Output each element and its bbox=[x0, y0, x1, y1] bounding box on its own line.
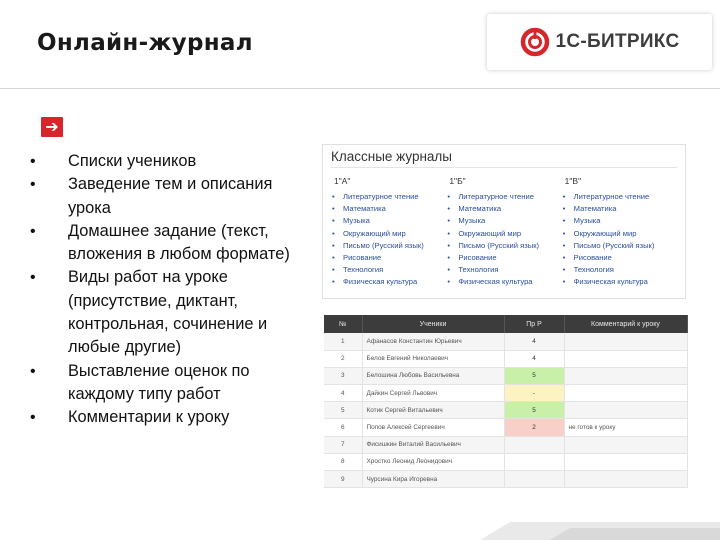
subject-link[interactable]: • Физическая культура bbox=[446, 276, 561, 288]
journals-divider bbox=[331, 167, 677, 168]
student-name: Фисишкин Виталий Васильевич bbox=[362, 436, 504, 453]
row-number: 9 bbox=[324, 471, 362, 488]
subject-link[interactable]: • Письмо (Русский язык) bbox=[446, 240, 561, 252]
row-number: 7 bbox=[324, 436, 362, 453]
subject-link[interactable]: • Математика bbox=[446, 203, 561, 215]
class-name: 1"В" bbox=[564, 176, 582, 186]
row-number: 4 bbox=[324, 385, 362, 402]
table-header-row bbox=[324, 315, 687, 333]
grade-cell[interactable] bbox=[504, 453, 564, 470]
subject-link[interactable]: • Физическая культура bbox=[331, 276, 446, 288]
table-row bbox=[324, 402, 687, 419]
grade-cell[interactable] bbox=[504, 471, 564, 488]
feature-item: • Заведение тем и описания урока bbox=[30, 173, 305, 220]
table-row bbox=[324, 385, 687, 402]
class-name: 1"Б" bbox=[449, 176, 466, 186]
row-number: 1 bbox=[324, 333, 362, 350]
subject-link[interactable]: • Музыка bbox=[331, 215, 446, 227]
subject-link[interactable]: • Музыка bbox=[562, 215, 677, 227]
subject-link[interactable]: • Литературное чтение bbox=[562, 191, 677, 203]
row-number: 2 bbox=[324, 350, 362, 367]
feature-item: • Списки учеников bbox=[30, 150, 305, 173]
features-list bbox=[30, 150, 305, 430]
header-grade[interactable]: Пр Р bbox=[504, 315, 564, 333]
slide-title: Онлайн-журнал bbox=[37, 30, 253, 56]
subject-link[interactable]: • Окружающий мир bbox=[446, 228, 561, 240]
table-row bbox=[324, 350, 687, 367]
student-name: Попов Алексей Сергеевич bbox=[362, 419, 504, 436]
subject-link[interactable]: • Письмо (Русский язык) bbox=[331, 240, 446, 252]
subject-link[interactable]: • Литературное чтение bbox=[331, 191, 446, 203]
comment-cell[interactable] bbox=[564, 385, 687, 402]
grade-cell[interactable]: 2 bbox=[504, 419, 564, 436]
comment-cell[interactable] bbox=[564, 402, 687, 419]
subject-link[interactable]: • Рисование bbox=[562, 252, 677, 264]
grade-cell[interactable]: - bbox=[504, 385, 564, 402]
subject-link[interactable]: • Рисование bbox=[331, 252, 446, 264]
student-name: Чурсина Кира Игоревна bbox=[362, 471, 504, 488]
student-name: Белошина Любовь Васильевна bbox=[362, 367, 504, 384]
grade-cell[interactable] bbox=[504, 436, 564, 453]
comment-cell[interactable] bbox=[564, 350, 687, 367]
bitrix-logo-icon bbox=[520, 27, 550, 57]
header-student: Ученики bbox=[362, 315, 504, 333]
student-name: Котик Сергей Витальевич bbox=[362, 402, 504, 419]
arrow-right-icon: ➔ bbox=[41, 117, 63, 137]
class-column-1v bbox=[562, 176, 677, 289]
subject-link[interactable]: • Технология bbox=[446, 264, 561, 276]
subject-link[interactable]: • Музыка bbox=[446, 215, 561, 227]
bitrix-logo bbox=[487, 14, 712, 70]
subject-link[interactable]: • Технология bbox=[331, 264, 446, 276]
subject-link[interactable]: • Окружающий мир bbox=[562, 228, 677, 240]
logo-text: 1С-БИТРИКС bbox=[555, 31, 680, 52]
subject-link[interactable]: • Рисование bbox=[446, 252, 561, 264]
comment-cell[interactable] bbox=[564, 453, 687, 470]
grade-cell[interactable]: 5 bbox=[504, 402, 564, 419]
table-row bbox=[324, 471, 687, 488]
table-row bbox=[324, 419, 687, 436]
header-num: № bbox=[324, 315, 362, 333]
class-name: 1"А" bbox=[334, 176, 351, 186]
grade-cell[interactable]: 5 bbox=[504, 367, 564, 384]
table-row bbox=[324, 367, 687, 384]
table-row bbox=[324, 453, 687, 470]
feature-item: • Виды работ на уроке (присутствие, диктант, контрольная, сочинение и любые другие) bbox=[30, 266, 305, 359]
row-number: 3 bbox=[324, 367, 362, 384]
header-divider bbox=[0, 88, 720, 89]
student-name: Белов Евгений Николаевич bbox=[362, 350, 504, 367]
subject-link[interactable]: • Физическая культура bbox=[562, 276, 677, 288]
feature-item: • Выставление оценок по каждому типу работ bbox=[30, 360, 305, 407]
table-row bbox=[324, 436, 687, 453]
feature-item: • Домашнее задание (текст, вложения в любом формате) bbox=[30, 220, 305, 267]
comment-cell[interactable] bbox=[564, 333, 687, 350]
subject-link[interactable]: • Письмо (Русский язык) bbox=[562, 240, 677, 252]
subject-link[interactable]: • Математика bbox=[562, 203, 677, 215]
class-journals-panel bbox=[322, 144, 686, 299]
comment-cell[interactable] bbox=[564, 367, 687, 384]
row-number: 5 bbox=[324, 402, 362, 419]
students-table bbox=[324, 315, 688, 488]
table-row bbox=[324, 333, 687, 350]
subject-link[interactable]: • Литературное чтение bbox=[446, 191, 561, 203]
student-name: Дайкин Сергей Львович bbox=[362, 385, 504, 402]
student-name: Афанасов Константин Юрьевич bbox=[362, 333, 504, 350]
corner-decoration bbox=[390, 522, 720, 540]
student-name: Хростко Леонид Леонидович bbox=[362, 453, 504, 470]
comment-cell[interactable]: не готов к уроку bbox=[564, 419, 687, 436]
subject-link[interactable]: • Окружающий мир bbox=[331, 228, 446, 240]
class-column-1b bbox=[446, 176, 561, 289]
grade-cell[interactable]: 4 bbox=[504, 333, 564, 350]
comment-cell[interactable] bbox=[564, 436, 687, 453]
journals-title: Классные журналы bbox=[331, 149, 452, 164]
grade-cell[interactable]: 4 bbox=[504, 350, 564, 367]
row-number: 6 bbox=[324, 419, 362, 436]
subject-link[interactable]: • Математика bbox=[331, 203, 446, 215]
row-number: 8 bbox=[324, 453, 362, 470]
feature-item: • Комментарии к уроку bbox=[30, 406, 305, 429]
subject-link[interactable]: • Технология bbox=[562, 264, 677, 276]
class-column-1a bbox=[331, 176, 446, 289]
comment-cell[interactable] bbox=[564, 471, 687, 488]
header-comment: Комментарий к уроку bbox=[564, 315, 687, 333]
